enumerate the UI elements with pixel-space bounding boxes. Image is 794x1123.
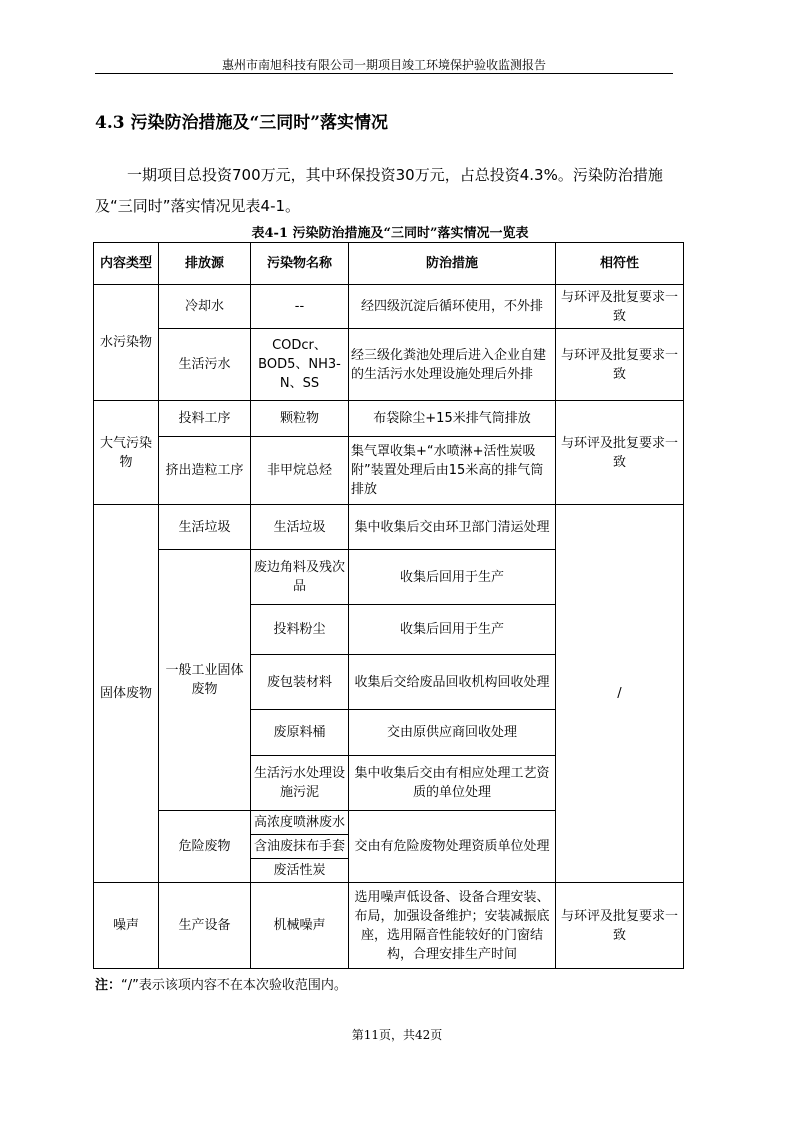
pollutant-cell: 废包装材料 — [251, 655, 349, 710]
compliance-cell: 与环评及批复要求一致 — [556, 285, 684, 329]
pollutant-cell: 含油废抹布手套 — [251, 835, 349, 859]
pollutant-cell: 颗粒物 — [251, 401, 349, 437]
table-row — [94, 505, 684, 550]
source-cell: 一般工业固体废物 — [159, 550, 251, 811]
header-cell: 防治措施 — [349, 243, 556, 285]
table-note — [95, 974, 347, 993]
pollutant-cell: 废边角料及残次品 — [251, 550, 349, 605]
note-label: 注： — [95, 978, 122, 993]
pollutant-cell: 投料粉尘 — [251, 605, 349, 655]
measure-cell: 收集后交给废品回收机构回收处理 — [349, 655, 556, 710]
measure-cell: 交由原供应商回收处理 — [349, 710, 556, 756]
measure-cell: 收集后回用于生产 — [349, 550, 556, 605]
measure-cell: 集中收集后交由有相应处理工艺资质的单位处理 — [349, 756, 556, 811]
measure-cell: 选用噪声低设备、设备合理安装、布局，加强设备维护；安装减振底座，选用隔音性能较好的门窗结构，合理安排生产时间 — [349, 883, 556, 969]
measure-cell: 经四级沉淀后循环使用，不外排 — [349, 285, 556, 329]
page-footer: 第11页，共42页 — [351, 1028, 443, 1042]
pollutant-cell: -- — [251, 285, 349, 329]
source-cell: 危险废物 — [159, 811, 251, 883]
category-cell: 水污染物 — [94, 285, 159, 401]
pollutant-cell: 机械噪声 — [251, 883, 349, 969]
measure-cell: 经三级化粪池处理后进入企业自建的生活污水处理设施处理后外排 — [349, 329, 556, 401]
category-cell: 噪声 — [94, 883, 159, 969]
pollutant-cell: 废原料桶 — [251, 710, 349, 756]
pollutant-cell: 高浓度喷淋废水 — [251, 811, 349, 835]
table-row — [94, 883, 684, 969]
source-cell: 生产设备 — [159, 883, 251, 969]
header-cell: 污染物名称 — [251, 243, 349, 285]
section-title: 4.3 污染防治措施及“三同时”落实情况 — [95, 113, 389, 133]
note-text: “/”表示该项内容不在本次验收范围内。 — [121, 978, 347, 993]
table-caption: 表4-1 污染防治措施及“三同时”落实情况一览表 — [251, 226, 529, 241]
header-cell: 内容类型 — [94, 243, 159, 285]
pollutant-cell: CODcr、BOD5、NH3-N、SS — [251, 329, 349, 401]
pollutant-cell: 生活垃圾 — [251, 505, 349, 550]
compliance-cell: 与环评及批复要求一致 — [556, 883, 684, 969]
pollution-control-table — [93, 242, 684, 969]
page-header: 惠州市南旭科技有限公司一期项目竣工环境保护验收监测报告 — [95, 58, 673, 74]
measure-cell: 交由有危险废物处理资质单位处理 — [349, 811, 556, 883]
intro-paragraph: 一期项目总投资700万元，其中环保投资30万元，占总投资4.3%。污染防治措施及“三同时”落实情况见表4-1。 — [95, 166, 663, 215]
table-row — [94, 285, 684, 329]
compliance-cell: 与环评及批复要求一致 — [556, 401, 684, 505]
source-cell: 投料工序 — [159, 401, 251, 437]
header-cell: 排放源 — [159, 243, 251, 285]
compliance-cell: / — [556, 505, 684, 883]
measure-cell: 收集后回用于生产 — [349, 605, 556, 655]
pollutant-cell: 生活污水处理设施污泥 — [251, 756, 349, 811]
table-header-row — [94, 243, 684, 285]
measure-cell: 布袋除尘+15米排气筒排放 — [349, 401, 556, 437]
source-cell: 挤出造粒工序 — [159, 437, 251, 505]
table-row — [94, 401, 684, 437]
pollutant-cell: 非甲烷总烃 — [251, 437, 349, 505]
pollutant-cell: 废活性炭 — [251, 859, 349, 883]
compliance-cell: 与环评及批复要求一致 — [556, 329, 684, 401]
category-cell: 固体废物 — [94, 505, 159, 883]
table-row — [94, 329, 684, 401]
measure-cell: 集气罩收集+“水喷淋+活性炭吸附”装置处理后由15米高的排气筒排放 — [349, 437, 556, 505]
source-cell: 生活垃圾 — [159, 505, 251, 550]
source-cell: 生活污水 — [159, 329, 251, 401]
measure-cell: 集中收集后交由环卫部门清运处理 — [349, 505, 556, 550]
source-cell: 冷却水 — [159, 285, 251, 329]
header-cell: 相符性 — [556, 243, 684, 285]
category-cell: 大气污染物 — [94, 401, 159, 505]
